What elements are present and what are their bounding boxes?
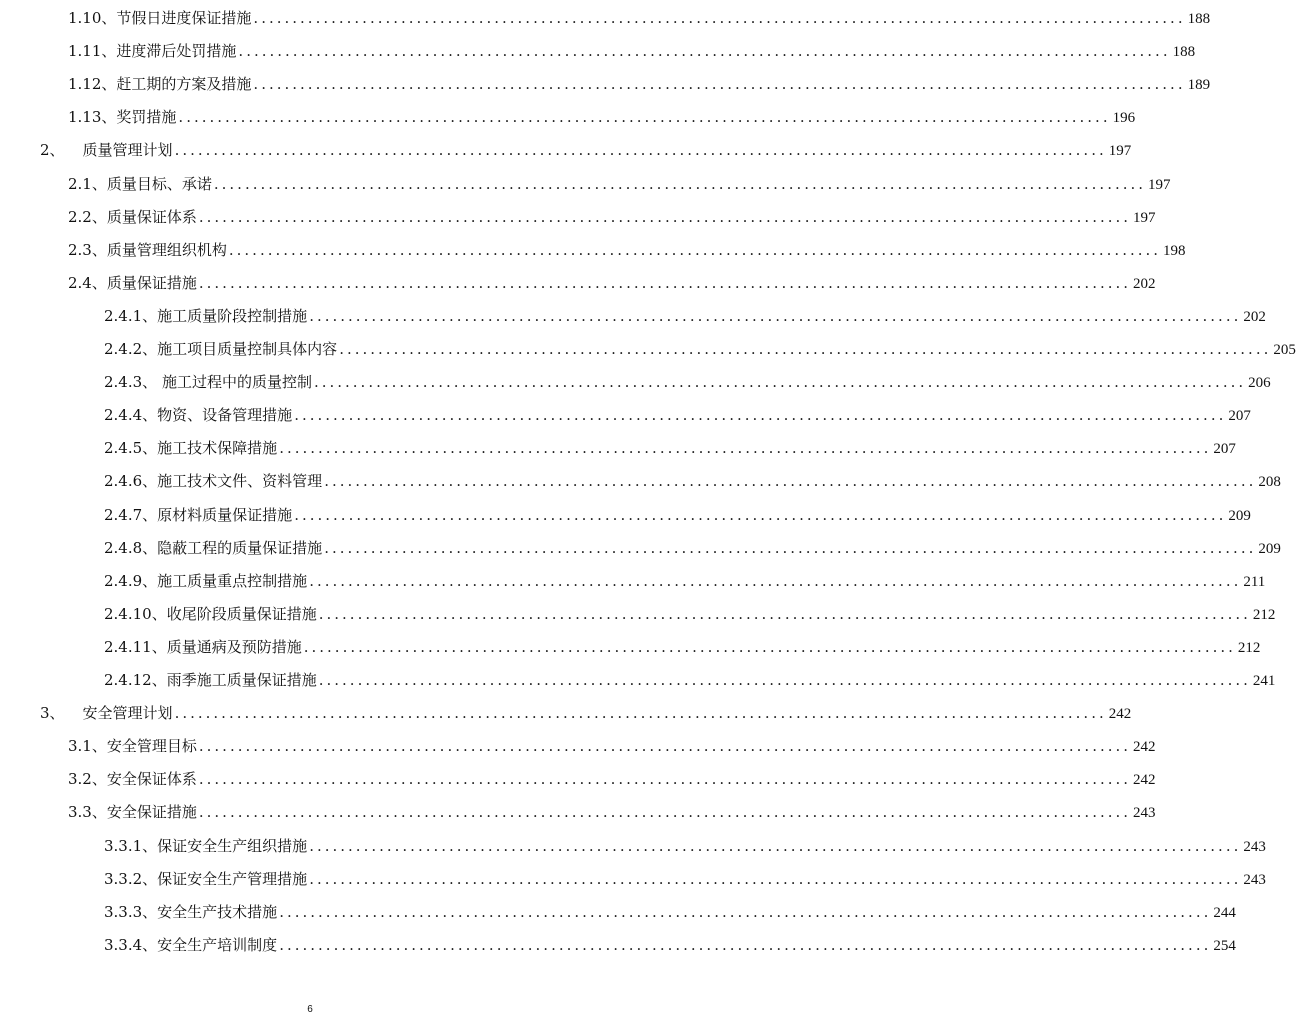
toc-entry[interactable] — [68, 271, 1156, 295]
toc-entry-title: 施工过程中的质量控制 — [157, 373, 312, 392]
toc-entry-number: 3.1、 — [68, 737, 107, 756]
toc-leader-dots: ........................................................................................................................ — [253, 75, 1186, 94]
toc-leader-dots: ........................................................................................................................ — [238, 42, 1171, 61]
toc-leader-dots: ........................................................................................................................ — [198, 770, 1132, 789]
toc-entry-number: 3、 — [40, 704, 65, 723]
toc-entry-page: 206 — [1248, 375, 1271, 392]
toc-entry-title: 施工质量重点控制措施 — [157, 571, 308, 590]
toc-leader-dots: ........................................................................................................................ — [309, 869, 1242, 888]
toc-entry[interactable] — [40, 138, 1132, 162]
toc-leader-dots: ........................................................................................................................ — [198, 737, 1132, 756]
toc-leader-dots: ........................................................................................................................ — [198, 273, 1132, 292]
toc-entry-page: 209 — [1228, 507, 1251, 524]
toc-entry[interactable] — [68, 238, 1186, 262]
toc-entry-title: 安全管理目标 — [106, 737, 197, 756]
toc-leader-dots: ........................................................................................................................ — [253, 9, 1186, 27]
toc-entry-page: 212 — [1237, 639, 1261, 656]
toc-entry-title: 赶工期的方案及措施 — [116, 75, 252, 94]
toc-entry-title: 奖罚措施 — [116, 108, 177, 127]
toc-entry-title: 收尾阶段质量保证措施 — [166, 604, 317, 623]
toc-entry-page: 188 — [1187, 11, 1211, 27]
toc-leader-dots: ........................................................................................................................ — [279, 439, 1212, 458]
toc-entry-number: 2.4.5、 — [104, 439, 158, 458]
toc-entry-title: 质量目标、承诺 — [106, 174, 212, 193]
toc-leader-dots: ........................................................................................................................ — [303, 637, 1236, 656]
toc-entry-number: 1.11、 — [68, 42, 117, 61]
toc-entry-page: 189 — [1187, 77, 1211, 94]
toc-leader-dots: ........................................................................................................................ — [313, 373, 1247, 392]
toc-entry[interactable] — [104, 469, 1281, 493]
toc-entry-number: 2.1、 — [68, 174, 107, 193]
toc-entry[interactable] — [104, 602, 1276, 626]
toc-entry-title: 物资、设备管理措施 — [157, 406, 293, 425]
toc-entry-page: 207 — [1228, 408, 1251, 425]
toc-entry-number: 2.4.12、 — [104, 671, 167, 689]
toc-entry-number: 2.3、 — [68, 240, 107, 259]
toc-entry-number: 3.2、 — [68, 770, 107, 789]
toc-leader-dots: ........................................................................................................................ — [228, 240, 1162, 259]
toc-entry[interactable] — [68, 734, 1156, 758]
toc-entry[interactable] — [104, 370, 1271, 394]
toc-entry-title: 施工技术文件、资料管理 — [157, 472, 323, 491]
toc-entry-page: 212 — [1252, 606, 1276, 623]
toc-leader-dots: ........................................................................................................................ — [178, 108, 1111, 127]
toc-entry-page: 209 — [1258, 540, 1281, 557]
toc-entry-page: 243 — [1243, 871, 1266, 888]
toc-entry-title: 隐蔽工程的质量保证措施 — [157, 538, 323, 557]
toc-leader-dots: ........................................................................................................................ — [294, 406, 1227, 425]
toc-entry[interactable] — [68, 39, 1196, 63]
toc-entry[interactable] — [104, 834, 1266, 858]
toc-entry-number: 2.4.11、 — [104, 637, 167, 656]
toc-entry-page: 198 — [1163, 242, 1186, 259]
toc-entry-title: 施工质量阶段控制措施 — [157, 306, 308, 325]
toc-entry-number: 3.3.2、 — [104, 869, 158, 888]
toc-entry-title: 施工项目质量控制具体内容 — [157, 340, 338, 358]
page-number: 6 — [307, 1004, 313, 1015]
toc-entry-page: 197 — [1148, 176, 1171, 193]
toc-entry-title: 安全管理计划 — [82, 704, 173, 723]
toc-entry[interactable] — [104, 933, 1236, 957]
toc-entry-page: 205 — [1273, 342, 1296, 358]
toc-entry-number: 3.3、 — [68, 803, 107, 822]
toc-leader-dots: ........................................................................................................................ — [318, 671, 1251, 689]
toc-entry[interactable] — [68, 800, 1156, 824]
toc-entry-page: 197 — [1108, 143, 1132, 160]
toc-leader-dots: ........................................................................................................................ — [294, 505, 1227, 524]
toc-entry-title: 质量通病及预防措施 — [166, 637, 302, 656]
toc-entry-number: 2.4.1、 — [104, 306, 158, 325]
toc-entry-number: 2.4、 — [68, 273, 107, 292]
toc-entry-title: 施工技术保障措施 — [157, 439, 278, 458]
toc-entry[interactable] — [68, 72, 1211, 96]
toc-entry-number: 2.4.9、 — [104, 571, 158, 590]
toc-entry-page: 207 — [1213, 441, 1236, 458]
toc-entry-title: 保证安全生产管理措施 — [157, 869, 308, 888]
toc-entry-title: 质量管理组织机构 — [106, 240, 227, 259]
toc-entry[interactable] — [104, 668, 1276, 692]
toc-entry[interactable] — [68, 6, 1211, 30]
toc-entry-page: 208 — [1258, 474, 1281, 491]
toc-entry-page: 202 — [1133, 275, 1156, 292]
toc-entry-page: 243 — [1133, 805, 1156, 822]
toc-entry-page: 244 — [1213, 904, 1236, 921]
toc-leader-dots: ........................................................................................................................ — [309, 306, 1242, 325]
toc-entry-page: 211 — [1243, 573, 1266, 590]
toc-entry-page: 242 — [1133, 739, 1156, 756]
toc-leader-dots: ........................................................................................................................ — [279, 935, 1212, 954]
toc-entry-title: 安全保证体系 — [106, 770, 197, 789]
toc-leader-dots: ........................................................................................................................ — [198, 803, 1132, 822]
toc-entry-number: 2.4.7、 — [104, 505, 158, 524]
toc-entry-page: 197 — [1133, 209, 1156, 226]
toc-entry-number: 2、 — [40, 141, 65, 160]
toc-entry-number: 2.4.10、 — [104, 604, 167, 623]
toc-leader-dots: ........................................................................................................................ — [309, 836, 1242, 855]
toc-entry-title: 安全生产技术措施 — [157, 902, 278, 921]
toc-entry-number: 3.3.3、 — [104, 902, 158, 921]
toc-entry[interactable] — [104, 867, 1266, 891]
toc-leader-dots: ........................................................................................................................ — [324, 538, 1257, 557]
toc-entry-title: 雨季施工质量保证措施 — [166, 671, 317, 689]
toc-entry-number: 2.2、 — [68, 207, 107, 226]
toc-entry[interactable] — [104, 403, 1251, 427]
toc-leader-dots: ........................................................................................................................ — [324, 472, 1257, 491]
toc-entry[interactable] — [68, 105, 1136, 129]
toc-entry-page: 242 — [1108, 706, 1132, 723]
toc-entry-title: 安全保证措施 — [106, 803, 197, 822]
toc-leader-dots: ........................................................................................................................ — [198, 207, 1132, 226]
toc-entry-title: 进度滞后处罚措施 — [116, 42, 237, 61]
toc-entry-number: 2.4.6、 — [104, 472, 158, 491]
toc-entry-page: 188 — [1172, 44, 1196, 61]
toc-entry[interactable] — [104, 635, 1261, 659]
toc-entry-title: 质量保证措施 — [106, 273, 197, 292]
toc-entry[interactable] — [104, 436, 1236, 460]
toc-entry-number: 2.4.3、 — [104, 373, 158, 392]
toc-entry-title: 保证安全生产组织措施 — [157, 836, 308, 855]
toc-entry-number: 3.3.4、 — [104, 935, 158, 954]
toc-entry-title: 节假日进度保证措施 — [116, 9, 252, 27]
toc-entry-page: 241 — [1252, 673, 1276, 689]
toc-leader-dots: ........................................................................................................................ — [174, 141, 1107, 160]
toc-entry-page: 242 — [1133, 772, 1156, 789]
toc-entry-number: 2.4.4、 — [104, 406, 158, 425]
toc-leader-dots: ........................................................................................................................ — [213, 174, 1147, 193]
toc-leader-dots: ........................................................................................................................ — [309, 571, 1242, 590]
toc-entry[interactable] — [104, 337, 1296, 361]
toc-entry[interactable] — [104, 503, 1251, 527]
toc-entry-number: 1.12、 — [68, 75, 117, 94]
toc-leader-dots: ........................................................................................................................ — [174, 704, 1107, 723]
toc-entry-title: 安全生产培训制度 — [157, 935, 278, 954]
toc-entry-number: 2.4.2、 — [104, 340, 158, 358]
toc-entry-page: 254 — [1213, 937, 1236, 954]
toc-entry-number: 1.13、 — [68, 108, 117, 127]
toc-leader-dots: ........................................................................................................................ — [279, 902, 1212, 921]
toc-entry[interactable] — [68, 205, 1156, 229]
toc-entry-title: 质量保证体系 — [106, 207, 197, 226]
toc-entry[interactable] — [40, 701, 1132, 725]
toc-entry-number: 1.10、 — [68, 9, 117, 27]
toc-entry-page: 196 — [1112, 110, 1136, 127]
toc-entry-page: 243 — [1243, 838, 1266, 855]
toc-entry-title: 质量管理计划 — [82, 141, 173, 160]
toc-entry[interactable] — [104, 304, 1266, 328]
toc-entry[interactable] — [68, 767, 1156, 791]
toc-entry-page: 202 — [1243, 308, 1266, 325]
toc-entry-number: 3.3.1、 — [104, 836, 158, 855]
toc-leader-dots: ........................................................................................................................ — [339, 340, 1272, 358]
toc-entry[interactable] — [68, 172, 1171, 196]
toc-entry[interactable] — [104, 536, 1281, 560]
toc-entry[interactable] — [104, 569, 1266, 593]
toc-entry-title: 原材料质量保证措施 — [157, 505, 293, 524]
toc-entry-number: 2.4.8、 — [104, 538, 158, 557]
toc-entry[interactable] — [104, 900, 1236, 924]
toc-leader-dots: ........................................................................................................................ — [318, 604, 1251, 623]
